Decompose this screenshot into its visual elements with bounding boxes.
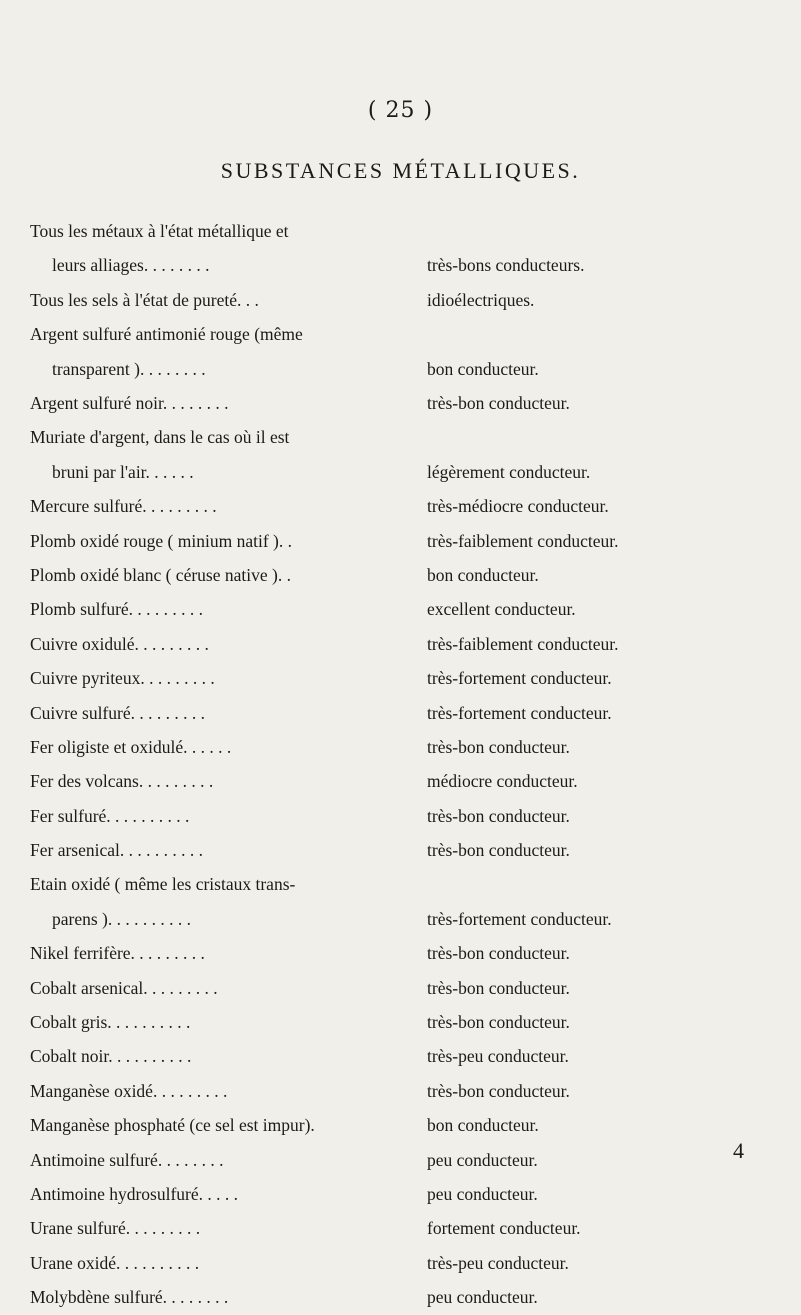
- table-row: [0, 867, 801, 936]
- conductivity-result: très-fortement conducteur.: [427, 702, 612, 723]
- conductivity-result: bon conducteur.: [427, 358, 539, 379]
- substance-line-1: Argent sulfuré antimonié rouge (même: [30, 324, 303, 345]
- table-row: [0, 214, 801, 283]
- substance-name: [30, 1005, 420, 1039]
- table-row: [0, 696, 801, 730]
- conductivity-result: très-bon conducteur.: [427, 805, 570, 826]
- conductivity-result: très-bon conducteur.: [427, 736, 570, 757]
- signature-mark: 4: [733, 1138, 744, 1163]
- conductivity-result: très-bons conducteurs.: [427, 255, 585, 276]
- table-row: [0, 386, 801, 420]
- table-row: [0, 420, 801, 489]
- substance-name: [30, 489, 420, 523]
- table-row: [0, 1039, 801, 1073]
- conductivity-result: très-bon conducteur.: [427, 1012, 570, 1033]
- conductivity-result: idioélectriques.: [427, 289, 535, 310]
- table-row: [0, 489, 801, 523]
- substance-line-1: Cobalt noir. . . . . . . . . .: [30, 1046, 192, 1067]
- conductivity-result: peu conducteur.: [427, 1149, 538, 1170]
- substance-line-1: Nikel ferrifère. . . . . . . . .: [30, 943, 205, 964]
- substance-line-1: Plomb sulfuré. . . . . . . . .: [30, 599, 204, 620]
- conductivity-result: peu conducteur.: [427, 1287, 538, 1308]
- substance-name: [30, 317, 420, 386]
- conductivity-result: très-bon conducteur.: [427, 840, 570, 861]
- conductivity-result: très-fortement conducteur.: [427, 908, 612, 929]
- substance-line-1: Fer arsenical. . . . . . . . . .: [30, 840, 204, 861]
- substance-line-1: Molybdène sulfuré. . . . . . . .: [30, 1287, 229, 1308]
- substance-line-1: Antimoine sulfuré. . . . . . . .: [30, 1149, 224, 1170]
- table-row: [0, 524, 801, 558]
- substance-line-1: Tous les métaux à l'état métallique et: [30, 221, 289, 241]
- substances-table: [0, 214, 801, 1315]
- conductivity-result: très-faiblement conducteur.: [427, 633, 619, 654]
- substance-name: [30, 283, 420, 317]
- substance-line-1: Cuivre pyriteux. . . . . . . . .: [30, 668, 215, 689]
- substance-name: [30, 661, 420, 695]
- conductivity-result: médiocre conducteur.: [427, 771, 578, 792]
- table-row: [0, 971, 801, 1005]
- substance-line-1: Fer oligiste et oxidulé. . . . . .: [30, 736, 232, 757]
- substance-name: [30, 1211, 420, 1245]
- conductivity-result: très-médiocre conducteur.: [427, 496, 609, 517]
- substance-line-1: Urane sulfuré. . . . . . . . .: [30, 1218, 201, 1239]
- conductivity-result: fortement conducteur.: [427, 1218, 581, 1239]
- substance-line-1: Fer sulfuré. . . . . . . . . .: [30, 805, 190, 826]
- substance-name: [30, 833, 420, 867]
- table-row: [0, 558, 801, 592]
- table-row: [0, 730, 801, 764]
- substance-line-1: Muriate d'argent, dans le cas où il est: [30, 427, 290, 448]
- page-number: ( 25 ): [367, 98, 434, 123]
- conductivity-result: peu conducteur.: [427, 1183, 538, 1204]
- table-row: [0, 1280, 801, 1314]
- table-row: [0, 1211, 801, 1245]
- substance-name: [30, 524, 420, 558]
- substance-name: [30, 1074, 420, 1108]
- table-row: [0, 283, 801, 317]
- table-row: [0, 1143, 801, 1177]
- table-row: [0, 1246, 801, 1280]
- substance-name: [30, 214, 420, 283]
- table-row: [0, 317, 801, 386]
- substance-name: [30, 1108, 420, 1142]
- substance-name: [30, 420, 420, 489]
- substance-line-2: leurs alliages. . . . . . . .: [52, 255, 210, 276]
- substance-name: [30, 764, 420, 798]
- substance-name: [30, 799, 420, 833]
- substance-name: [30, 696, 420, 730]
- substance-line-1: Etain oxidé ( même les cristaux trans-: [30, 874, 296, 895]
- substance-line-1: Cuivre sulfuré. . . . . . . . .: [30, 702, 205, 723]
- substance-name: [30, 1280, 420, 1314]
- table-row: [0, 764, 801, 798]
- substance-name: [30, 592, 420, 626]
- conductivity-result: très-fortement conducteur.: [427, 668, 612, 689]
- conductivity-result: très-bon conducteur.: [427, 977, 570, 998]
- substance-name: [30, 1246, 420, 1280]
- substance-name: [30, 558, 420, 592]
- substance-line-1: Antimoine hydrosulfuré. . . . .: [30, 1184, 239, 1204]
- substance-line-1: Cobalt arsenical. . . . . . . . .: [30, 977, 218, 998]
- table-row: [0, 799, 801, 833]
- substance-line-2: bruni par l'air. . . . . .: [52, 461, 194, 482]
- table-row: [0, 661, 801, 695]
- substance-name: [30, 730, 420, 764]
- conductivity-result: excellent conducteur.: [427, 599, 576, 620]
- table-row: [0, 1108, 801, 1142]
- substance-name: [30, 971, 420, 1005]
- substance-line-1: Manganèse oxidé. . . . . . . . .: [30, 1080, 228, 1101]
- table-row: [0, 592, 801, 626]
- substance-line-1: Argent sulfuré noir. . . . . . . .: [30, 392, 229, 413]
- table-row: [0, 1177, 801, 1211]
- table-row: [0, 627, 801, 661]
- substance-line-1: Plomb oxidé rouge ( minium natif ). .: [30, 530, 292, 551]
- conductivity-result: bon conducteur.: [427, 1115, 539, 1136]
- conductivity-result: très-bon conducteur.: [427, 392, 570, 413]
- table-row: [0, 1005, 801, 1039]
- conductivity-result: très-faiblement conducteur.: [427, 530, 619, 551]
- substance-line-1: Fer des volcans. . . . . . . . .: [30, 771, 214, 792]
- substance-line-1: Manganèse phosphaté (ce sel est impur).: [30, 1115, 315, 1136]
- substance-name: [30, 386, 420, 420]
- substance-line-2: parens ). . . . . . . . . .: [52, 908, 192, 929]
- substance-name: [30, 1143, 420, 1177]
- conductivity-result: bon conducteur.: [427, 564, 539, 585]
- substance-line-1: Plomb oxidé blanc ( céruse native ). .: [30, 564, 291, 585]
- conductivity-result: très-bon conducteur.: [427, 1080, 570, 1101]
- conductivity-result: très-peu conducteur.: [427, 1252, 569, 1273]
- section-title: SUBSTANCES MÉTALLIQUES.: [220, 158, 581, 183]
- substance-line-1: Tous les sels à l'état de pureté. . .: [30, 289, 259, 310]
- substance-line-1: Mercure sulfuré. . . . . . . . .: [30, 496, 217, 517]
- table-row: [0, 1074, 801, 1108]
- substance-name: [30, 1039, 420, 1073]
- substance-line-1: Cobalt gris. . . . . . . . . .: [30, 1012, 191, 1033]
- substance-line-1: Urane oxidé. . . . . . . . . .: [30, 1252, 200, 1273]
- substance-name: [30, 867, 420, 936]
- conductivity-result: très-peu conducteur.: [427, 1046, 569, 1067]
- substance-name: [30, 627, 420, 661]
- substance-name: [30, 1177, 420, 1211]
- substance-line-2: transparent ). . . . . . . .: [52, 358, 206, 379]
- substance-line-1: Cuivre oxidulé. . . . . . . . .: [30, 633, 209, 654]
- substance-name: [30, 936, 420, 970]
- conductivity-result: légèrement conducteur.: [427, 461, 591, 482]
- table-row: [0, 833, 801, 867]
- table-row: [0, 936, 801, 970]
- conductivity-result: très-bon conducteur.: [427, 943, 570, 964]
